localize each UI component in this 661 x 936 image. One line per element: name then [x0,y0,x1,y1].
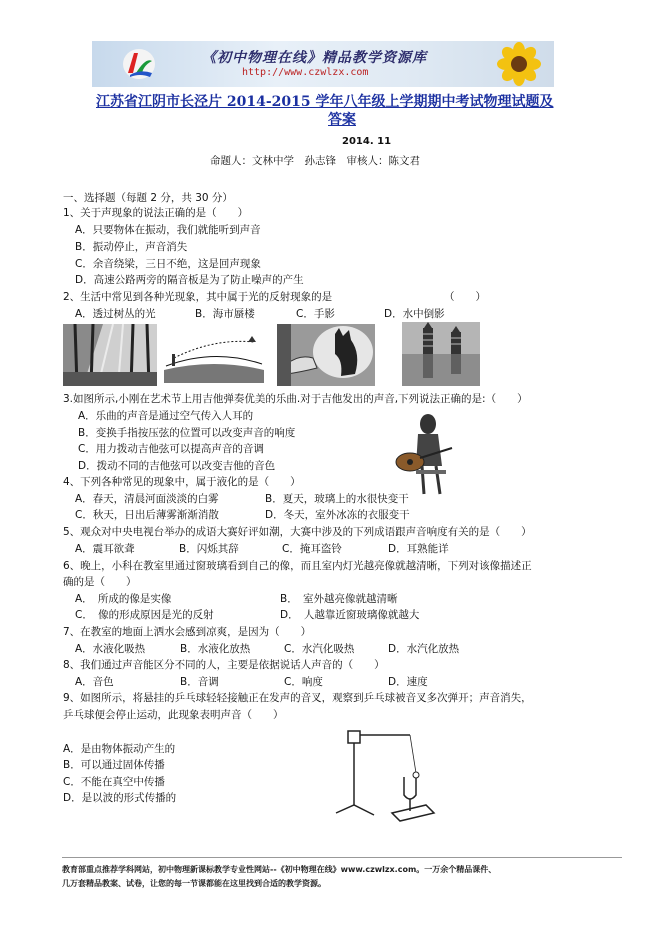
page-footer [62,863,622,891]
question-9-stem-line-1: 9、如图所示，将悬挂的乒乓球轻轻接触正在发声的音叉，观察到乒乓球被音叉多次弹开；声音消失， [63,692,532,704]
q4-option-b: B．夏天，玻璃上的水很快变干 [265,493,409,505]
exam-authors: 命题人：文林中学 孙志锋 审核人：陈文君 [210,155,420,167]
hand-shadow-image [277,324,375,386]
q8-option-c: C．响度 [284,676,323,688]
q7-option-a: A．水液化吸热 [75,643,146,655]
question-8-stem: 8、我们通过声音能区分不同的人，主要是依据说话人声音的（ ） [63,659,385,671]
q8-option-d: D．速度 [388,676,428,688]
q9-option-d: D．是以波的形式传播的 [63,792,177,804]
q5-option-a: A．震耳欲聋 [75,543,135,555]
q7-option-c: C．水汽化吸热 [284,643,355,655]
question-5-stem: 5、观众对中央电视台举办的成语大赛好评如潮，大赛中涉及的下列成语跟声音响度有关的是（ ） [63,526,532,538]
q6-option-c: C． 像的形成原因是光的反射 [75,609,214,621]
question-7-stem: 7、在教室的地面上洒水会感到凉爽，是因为（ ） [63,626,312,638]
light-through-trees-image [63,324,157,386]
section-heading: 一、选择题（每题 2 分，共 30 分） [63,192,233,204]
q7-option-d: D．水汽化放热 [388,643,460,655]
q2-option-b: B．海市蜃楼 [195,308,255,320]
question-6-stem-line-1: 6、晚上，小科在教室里通过窗玻璃看到自己的像，而且室内灯光越亮像就越清晰，下列对该像描述正 [63,560,532,572]
q2-option-a: A．透过树丛的光 [75,308,156,320]
q6-option-a: A． 所成的像是实像 [75,593,172,605]
question-2-answer-paren: （ ） [444,291,486,303]
footer-divider [62,857,622,858]
question-3-stem: 3.如图所示,小刚在艺术节上用吉他弹奏优美的乐曲.对于吉他发出的声音,下列说法正确的是:（ ） [63,393,528,405]
q4-option-a: A．春天，清晨河面淡淡的白雾 [75,493,219,505]
q9-option-b: B．可以通过固体传播 [63,759,165,771]
document-title[interactable] [96,93,588,129]
q3-option-b: B．变换手指按压弦的位置可以改变声音的响度 [78,427,296,439]
q5-option-d: D．耳熟能详 [388,543,449,555]
q8-option-a: A．音色 [75,676,114,688]
q7-option-b: B．水液化放热 [180,643,251,655]
q3-option-a: A．乐曲的声音是通过空气传入人耳的 [78,410,254,422]
guitarist-image [392,410,454,500]
q1-option-d: D．高速公路两旁的隔音板是为了防止噪声的产生 [75,274,304,286]
q1-option-a: A．只要物体在振动，我们就能听到声音 [75,224,261,236]
q8-option-b: B．音调 [180,676,219,688]
q9-option-a: A．是由物体振动产生的 [63,743,176,755]
q6-option-b: B． 室外越亮像就越清晰 [280,593,398,605]
sunflower-icon [488,41,550,87]
water-reflection-image [402,322,480,386]
q1-option-b: B．振动停止，声音消失 [75,241,188,253]
q4-option-d: D．冬天，室外冰冻的衣服变干 [265,509,410,521]
q3-option-d: D．拨动不同的吉他弦可以改变吉他的音色 [78,460,276,472]
question-1-stem: 1、关于声现象的说法正确的是（ ） [63,207,249,219]
q9-option-c: C．不能在真空中传播 [63,776,165,788]
tuning-fork-apparatus-image [330,725,440,825]
q1-option-c: C．余音绕梁，三日不绝，这是回声现象 [75,258,261,270]
q3-option-c: C．用力拨动吉他弦可以提高声音的音调 [78,443,264,455]
site-banner [92,41,554,87]
mirage-diagram-image [164,328,264,383]
banner-url[interactable]: http://www.czwlzx.com [242,67,369,78]
q4-option-c: C．秋天，日出后薄雾渐渐消散 [75,509,219,521]
q2-option-d: D．水中倒影 [384,308,445,320]
question-6-stem-line-2: 确的是（ ） [63,576,137,588]
question-9-stem-line-2: 乒乓球便会停止运动，此现象表明声音（ ） [63,709,284,721]
q2-option-c: C．手影 [296,308,335,320]
q5-option-b: B．闪烁其辞 [179,543,239,555]
question-2-stem: 2、生活中常见到各种光现象，其中属于光的反射现象的是 [63,291,333,303]
q6-option-d: D． 人越靠近窗玻璃像就越大 [280,609,420,621]
q5-option-c: C．掩耳盗铃 [282,543,342,555]
question-4-stem: 4、下列各种常见的现象中，属于液化的是（ ） [63,476,301,488]
banner-title: 《初中物理在线》精品教学资源库 [202,50,427,66]
site-logo-icon [122,47,156,81]
exam-date: 2014. 11 [342,136,392,147]
footer-line-1: 教育部重点推荐学科网站，初中物理新课标教学专业性网站--《初中物理在线》www.czwlzx.com。一万余个精品课件、 [62,865,497,874]
title-line-2[interactable]: 答案 [328,112,356,128]
title-line-1[interactable]: 江苏省江阴市长泾片 2014-2015 学年八年级上学期期中考试物理试题及 [96,94,554,110]
footer-line-2: 几万套精品教案、试卷，让您的每一节课都能在这里找到合适的教学资源。 [62,879,326,888]
